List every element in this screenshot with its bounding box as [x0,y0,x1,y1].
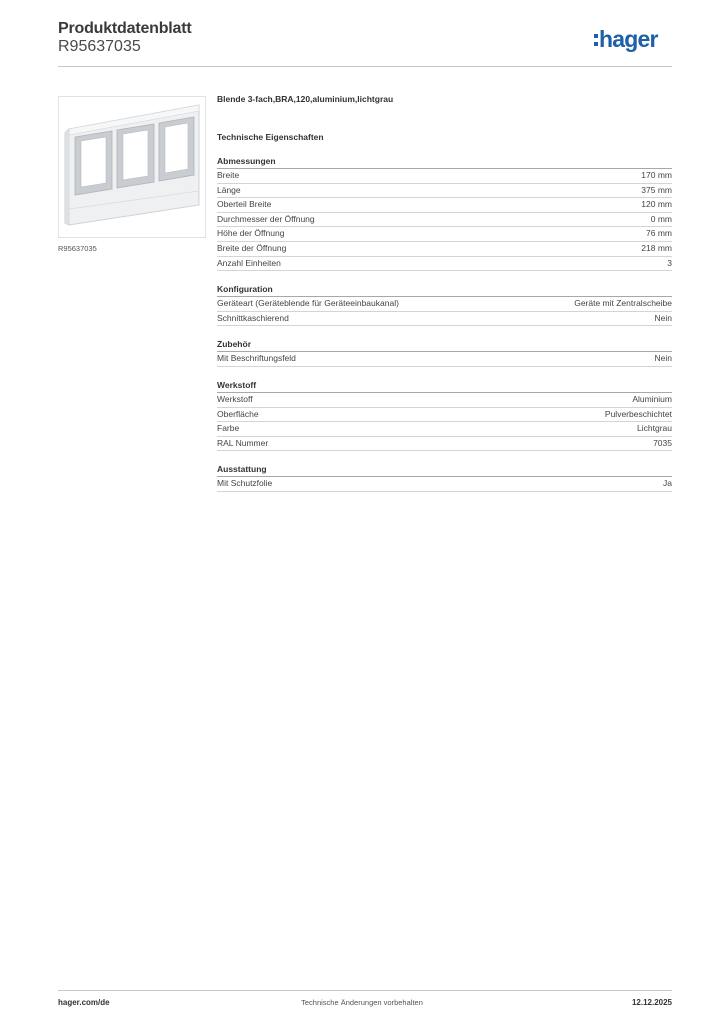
spec-row [217,169,672,184]
spec-label: Oberfläche [217,408,259,419]
spec-group-werkstoff [217,379,672,451]
spec-value: Aluminium [632,393,672,404]
spec-row [217,242,672,257]
spec-row [217,213,672,228]
group-title: Zubehör [217,338,672,352]
article-number: R95637035 [58,38,141,55]
spec-value: 120 mm [641,199,672,210]
footer-divider [58,990,672,991]
spec-label: Geräteart (Geräteblende für Geräteeinbaukanal) [217,298,399,309]
spec-value: Nein [654,312,672,323]
spec-label: Schnittkaschierend [217,312,289,323]
product-name: Blende 3-fach,BRA,120,aluminium,lichtgrau [217,94,394,104]
spec-label: Breite [217,170,240,180]
image-caption: R95637035 [58,244,97,253]
specification-area [217,93,672,492]
spec-label: Werkstoff [217,393,253,404]
spec-value: Geräte mit Zentralscheibe [574,298,672,309]
logo-dot [594,34,598,38]
spec-label: RAL Nummer [217,437,269,448]
spec-row [217,198,672,213]
cover-plate-illustration [59,97,205,237]
group-title: Abmessungen [217,155,672,169]
spec-label: Oberteil Breite [217,199,272,210]
spec-row [217,257,672,272]
spec-value: Nein [654,353,672,364]
footer-notice: Technische Änderungen vorbehalten [301,998,423,1007]
spec-row [217,422,672,437]
page-title: Produktdatenblatt [58,20,192,37]
spec-group-ausstattung [217,463,672,492]
spec-value: Lichtgrau [637,423,672,434]
spec-row [217,393,672,408]
section-heading: Technische Eigenschaften [217,132,324,142]
logo-text: hager [599,26,658,52]
header-divider [58,66,672,67]
spec-label: Länge [217,184,241,195]
spec-group-konfiguration [217,283,672,326]
spec-label: Mit Schutzfolie [217,478,273,489]
spec-row [217,227,672,242]
logo-dot [594,42,598,46]
spec-label: Mit Beschriftungsfeld [217,353,296,364]
spec-row [217,312,672,327]
spec-label: Breite der Öffnung [217,242,287,253]
spec-row [217,477,672,492]
logo-colon-mark [594,34,598,46]
spec-row [217,297,672,312]
spec-label: Anzahl Einheiten [217,257,281,268]
spec-value: Pulverbeschichtet [604,408,672,419]
spec-value: 76 mm [646,228,672,239]
spec-row [217,184,672,199]
spec-row [217,437,672,452]
spec-row [217,352,672,367]
product-image [58,96,206,238]
spec-row [217,408,672,423]
spec-value: 375 mm [641,184,672,195]
footer-date: 12.12.2025 [631,998,672,1007]
spec-label: Durchmesser der Öffnung [217,213,315,224]
group-title: Ausstattung [217,463,672,477]
spec-value: 7035 [653,437,672,448]
hager-logo [594,26,658,52]
spec-group-zubehoer [217,338,672,367]
group-title: Konfiguration [217,283,672,297]
spec-value: 3 [667,257,672,268]
spec-value: 0 mm [650,213,672,224]
spec-label: Höhe der Öffnung [217,228,285,239]
group-title: Werkstoff [217,379,672,393]
spec-group-abmessungen [217,155,672,271]
spec-label: Farbe [217,423,240,434]
footer-website-link[interactable]: hager.com/de [58,998,110,1007]
spec-value: 218 mm [641,242,672,253]
spec-value: Ja [663,478,672,489]
spec-value: 170 mm [641,170,672,180]
